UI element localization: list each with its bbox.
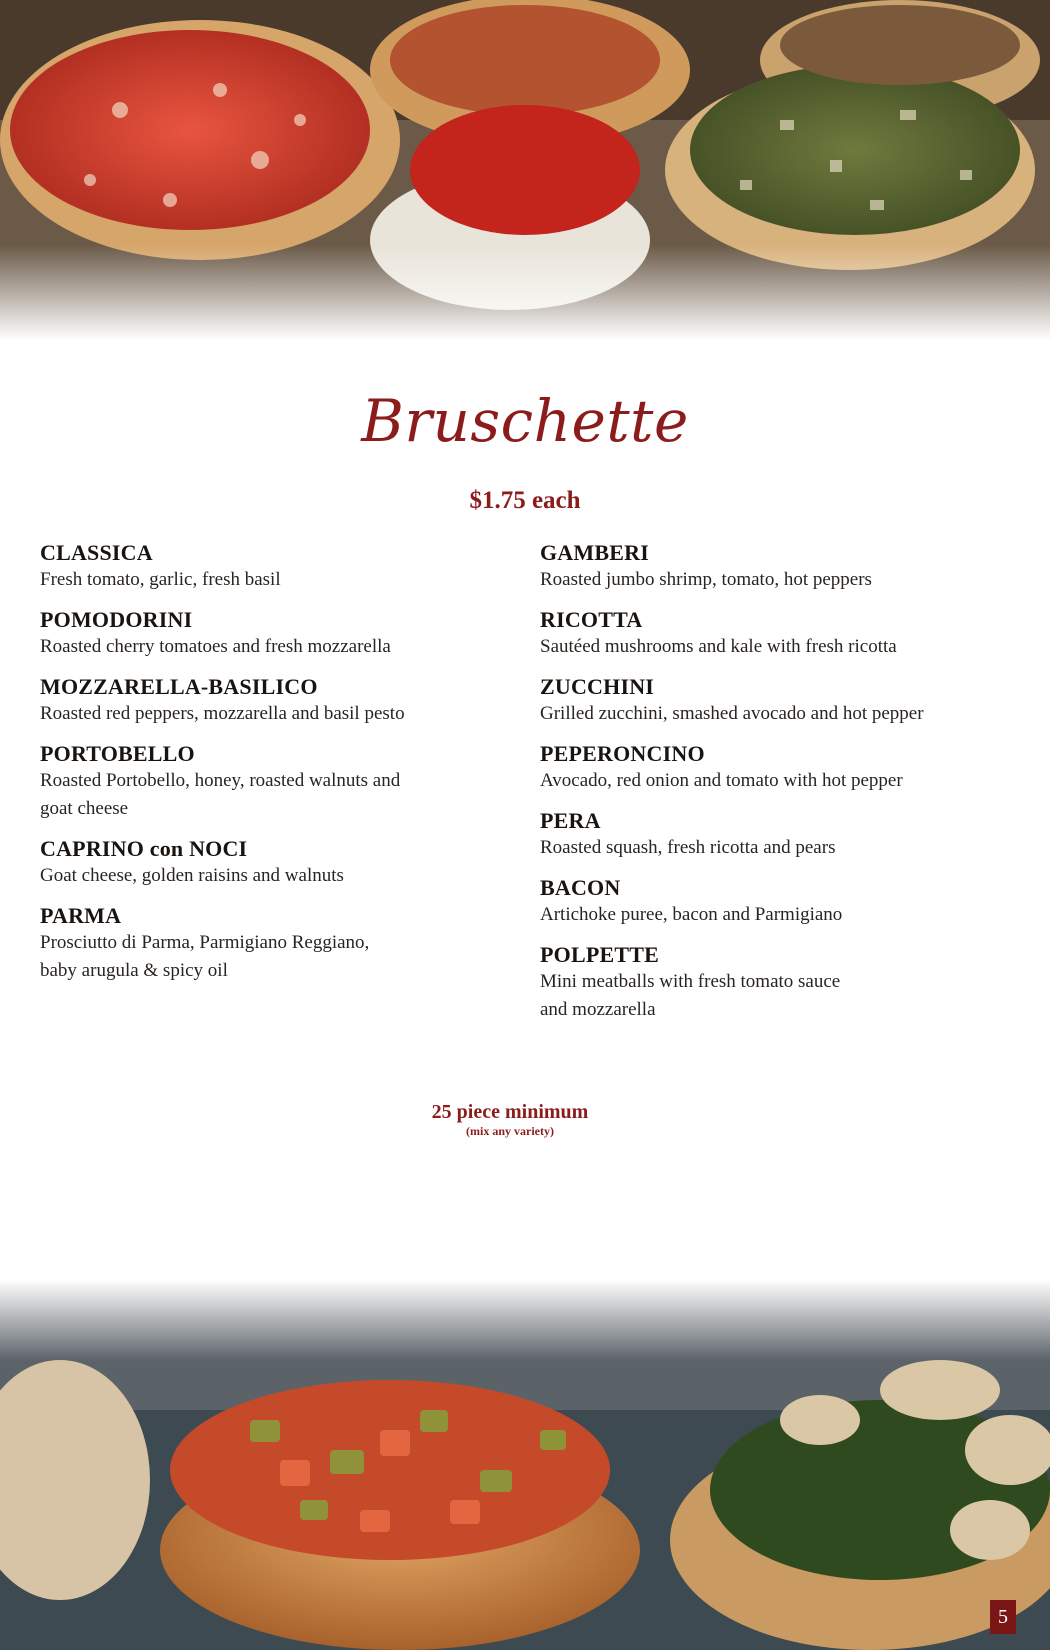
item-description: Prosciutto di Parma, Parmigiano Reggiano, <box>40 932 370 953</box>
item-description: Roasted red peppers, mozzarella and basil pesto <box>40 703 405 724</box>
item-name: POMODORINI <box>40 607 193 632</box>
item-description: Roasted Portobello, honey, roasted walnuts and <box>40 770 401 791</box>
item-description: goat cheese <box>40 798 129 819</box>
minimum-label: 25 piece minimum <box>431 1101 589 1123</box>
item-name: PEPERONCINO <box>540 741 705 766</box>
item-description: and mozzarella <box>540 999 656 1020</box>
minimum-sublabel: (mix any variety) <box>466 1124 554 1138</box>
section-title: Bruschette <box>361 387 689 455</box>
menu-item <box>40 607 500 661</box>
price-per-piece: $1.75 each <box>469 487 581 514</box>
item-description: Roasted jumbo shrimp, tomato, hot peppers <box>540 569 872 590</box>
menu-item <box>40 741 500 823</box>
item-name: MOZZARELLA-BASILICO <box>40 674 318 699</box>
item-description: baby arugula & spicy oil <box>40 960 228 981</box>
item-name: POLPETTE <box>540 942 659 967</box>
menu-item <box>40 903 500 985</box>
menu-item <box>540 540 1000 594</box>
menu-item <box>540 674 1000 728</box>
menu-item <box>40 836 500 890</box>
page-number-badge: 5 <box>990 1600 1016 1634</box>
item-name: CAPRINO con NOCI <box>40 836 248 861</box>
menu-item <box>540 607 1000 661</box>
item-description: Goat cheese, golden raisins and walnuts <box>40 865 344 886</box>
menu-column-left <box>40 540 500 998</box>
item-description: Grilled zucchini, smashed avocado and hot pepper <box>540 703 924 724</box>
item-description: Mini meatballs with fresh tomato sauce <box>540 971 841 992</box>
item-description: Roasted cherry tomatoes and fresh mozzarella <box>40 636 391 657</box>
item-name: PARMA <box>40 903 122 928</box>
order-minimum-note <box>0 1100 1020 1138</box>
item-name: GAMBERI <box>540 540 649 565</box>
item-description: Avocado, red onion and tomato with hot pepper <box>540 770 903 791</box>
top-bruschetta-photo <box>0 0 1050 340</box>
item-name: BACON <box>540 875 621 900</box>
item-name: ZUCCHINI <box>540 674 655 699</box>
menu-item <box>40 674 500 728</box>
item-description: Roasted squash, fresh ricotta and pears <box>540 837 836 858</box>
item-description: Sautéed mushrooms and kale with fresh ricotta <box>540 636 897 657</box>
menu-item <box>540 808 1000 862</box>
menu-item <box>540 942 1000 1024</box>
menu-item <box>540 875 1000 929</box>
item-description: Fresh tomato, garlic, fresh basil <box>40 569 281 590</box>
item-description: Artichoke puree, bacon and Parmigiano <box>540 904 843 925</box>
item-name: PERA <box>540 808 601 833</box>
menu-item <box>40 540 500 594</box>
menu-column-right <box>540 540 1000 1037</box>
bottom-bruschetta-photo <box>0 1280 1050 1650</box>
menu-item <box>540 741 1000 795</box>
item-name: RICOTTA <box>540 607 643 632</box>
item-name: PORTOBELLO <box>40 741 195 766</box>
item-name: CLASSICA <box>40 540 153 565</box>
